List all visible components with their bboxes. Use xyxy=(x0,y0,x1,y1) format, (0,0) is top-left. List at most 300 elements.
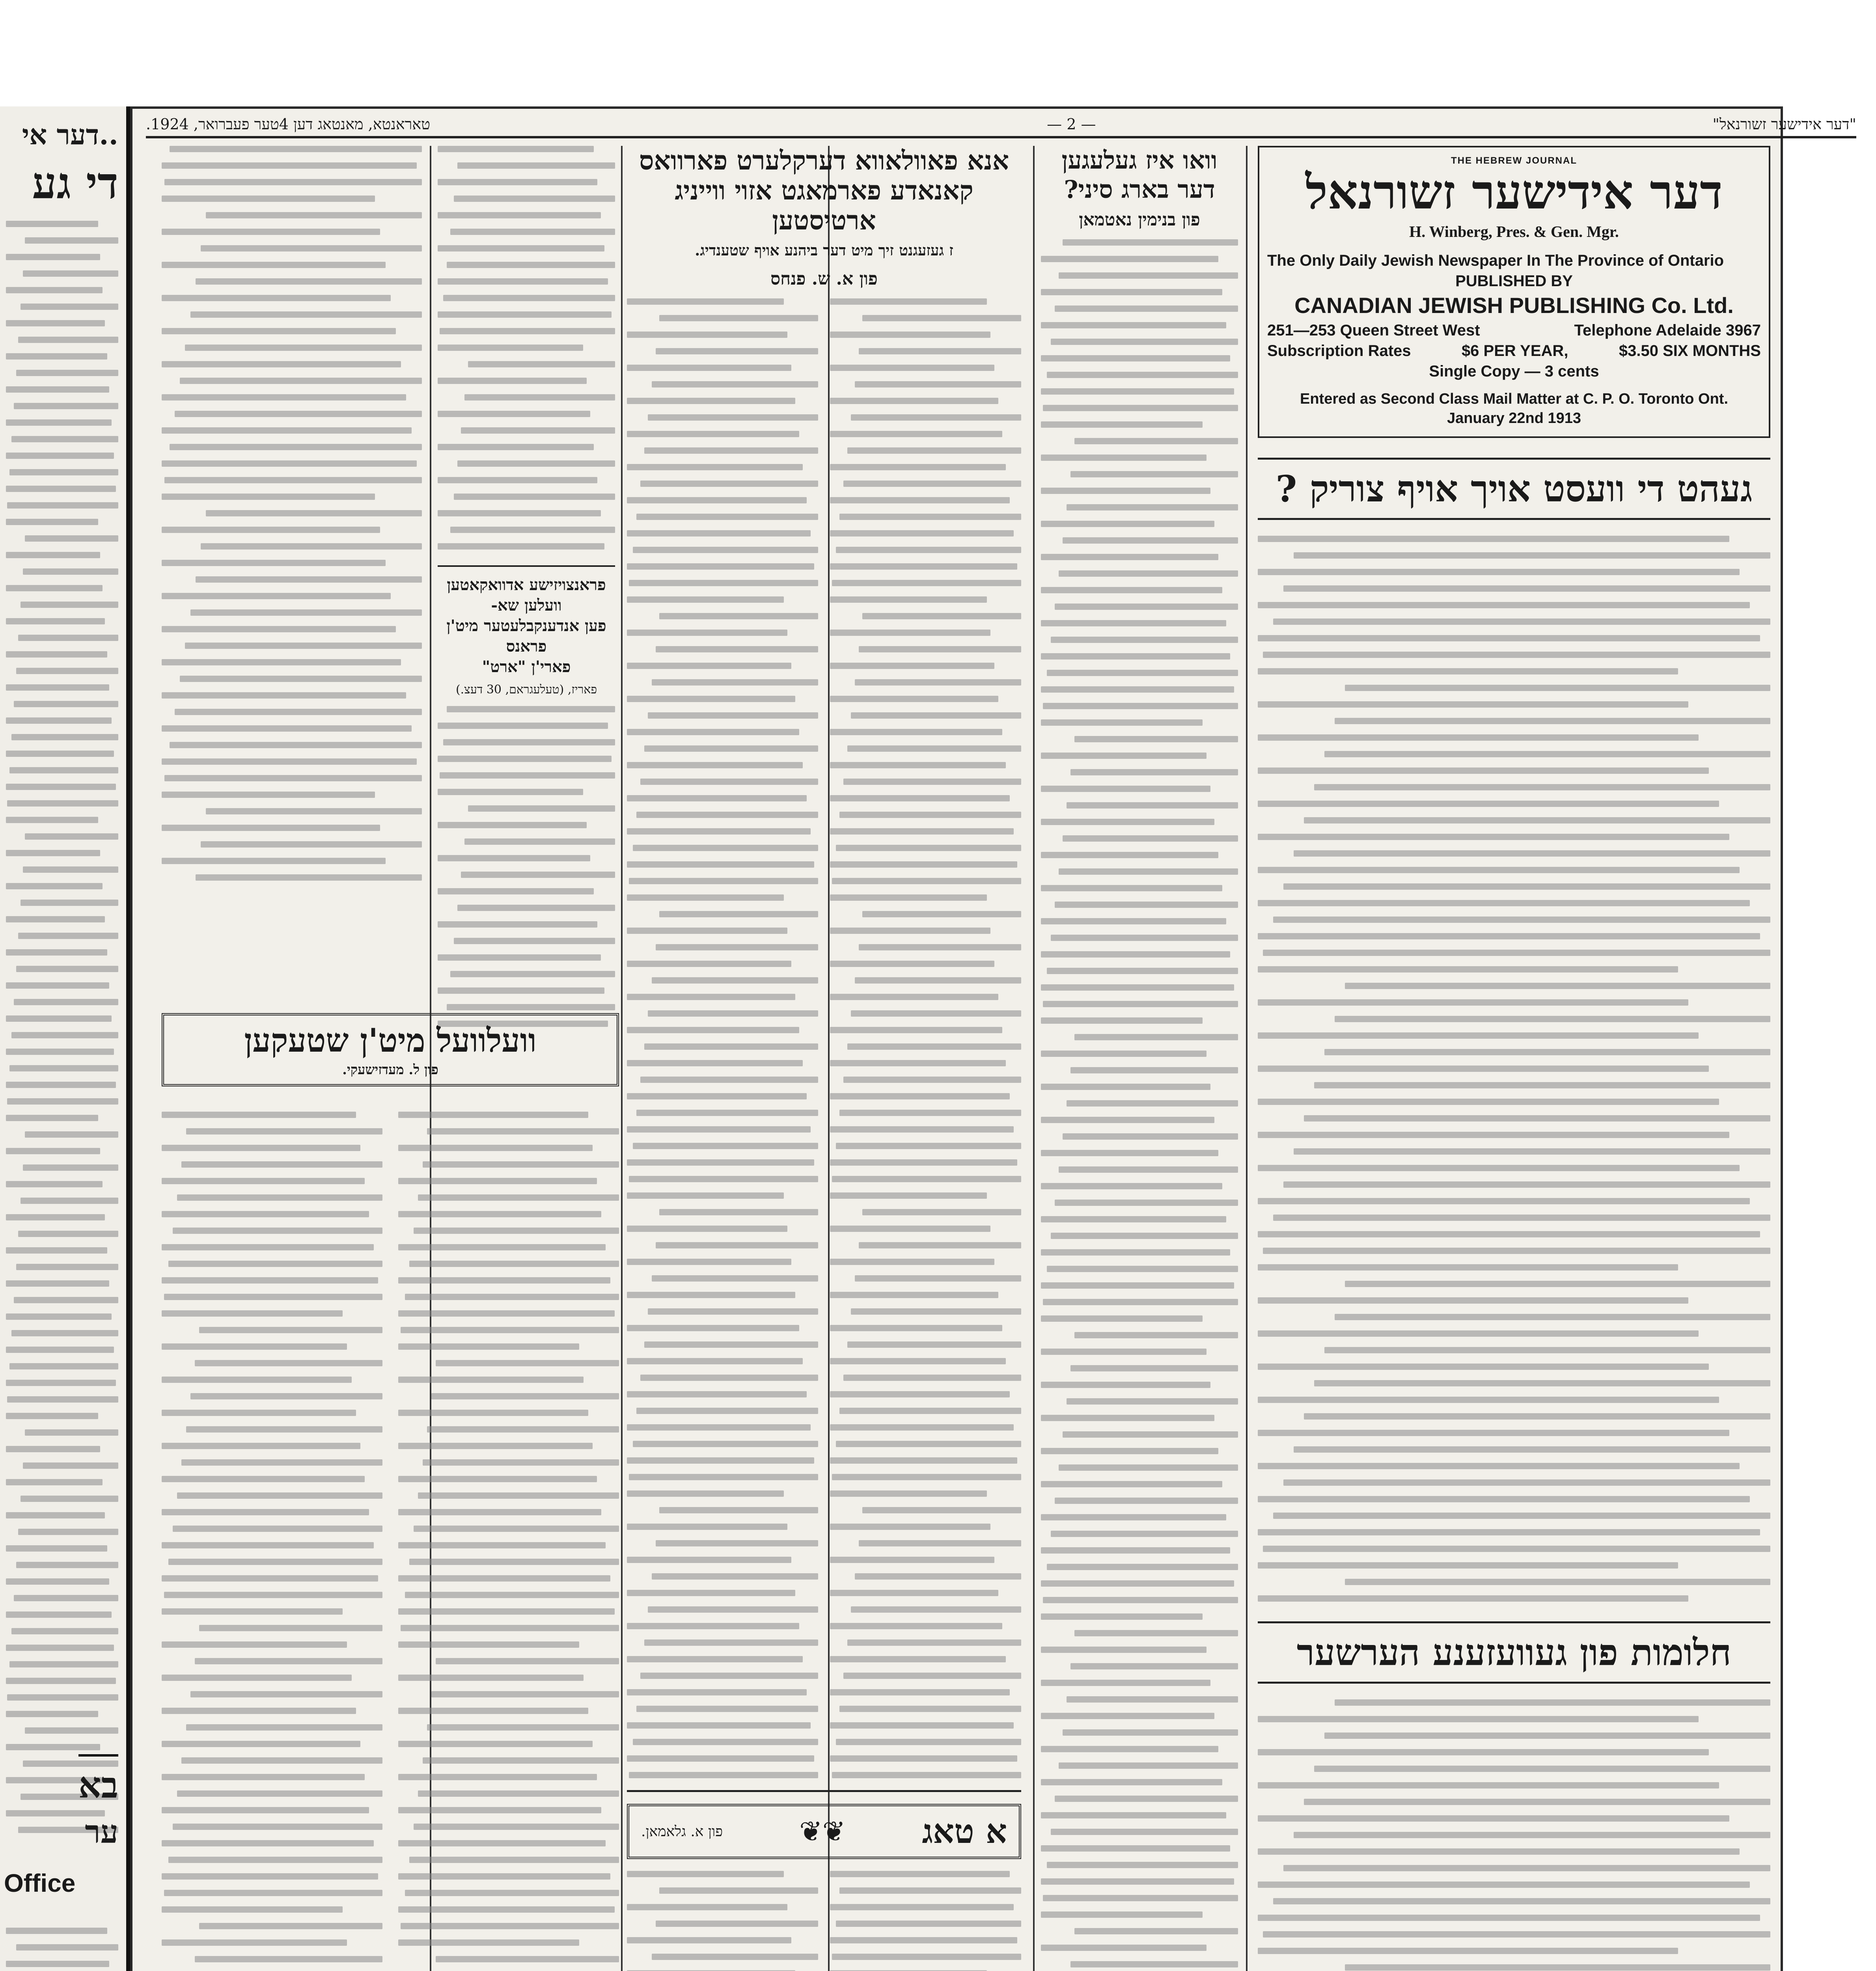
text-line xyxy=(1314,1766,1770,1772)
text-line xyxy=(461,427,615,434)
text-line xyxy=(855,679,1021,686)
text-line xyxy=(627,1656,803,1662)
text-line xyxy=(1041,1150,1218,1156)
text-line xyxy=(6,254,100,260)
text-line xyxy=(1294,1446,1770,1453)
text-line xyxy=(847,1639,1021,1646)
text-line xyxy=(1041,388,1234,395)
text-line xyxy=(405,1890,619,1896)
text-line xyxy=(7,1098,118,1105)
text-line xyxy=(23,866,118,873)
text-line xyxy=(457,162,615,169)
text-line xyxy=(830,1226,990,1232)
text-line xyxy=(6,1280,109,1287)
text-line xyxy=(181,1757,382,1764)
text-line xyxy=(862,1209,1021,1215)
text-line xyxy=(164,179,422,185)
text-line xyxy=(862,1507,1021,1513)
text-line xyxy=(464,394,615,401)
text-line xyxy=(652,1275,818,1282)
text-line xyxy=(627,1391,807,1397)
text-line xyxy=(1258,1815,1729,1822)
text-line xyxy=(468,805,615,812)
text-line xyxy=(1041,421,1203,428)
text-line xyxy=(162,394,406,401)
text-line xyxy=(1063,835,1238,842)
text-line xyxy=(180,676,422,682)
text-line xyxy=(438,311,612,318)
text-line xyxy=(633,845,818,851)
text-line xyxy=(1258,701,1688,708)
text-line xyxy=(629,1772,818,1778)
text-line xyxy=(851,1606,1021,1613)
masthead xyxy=(1258,146,1770,438)
text-line xyxy=(16,1562,118,1568)
text-line xyxy=(836,845,1021,851)
sinai-heading: וואו איז געלעגען דער בארג סיני? xyxy=(1061,146,1218,204)
text-line xyxy=(627,1590,795,1596)
text-line xyxy=(9,469,118,475)
text-line xyxy=(1067,1696,1238,1703)
text-line xyxy=(162,262,386,268)
text-line xyxy=(830,1524,990,1530)
text-line xyxy=(830,1192,987,1199)
text-line xyxy=(1043,1895,1238,1901)
text-line xyxy=(423,1161,619,1168)
text-line xyxy=(21,304,118,310)
text-line xyxy=(1043,405,1238,411)
text-line xyxy=(830,1325,1002,1331)
text-line xyxy=(409,1559,619,1565)
running-head-date: טאראנטא, מאנטאג דען 4טער פעברואר, 1924. xyxy=(146,115,431,133)
text-line xyxy=(830,1490,987,1497)
text-line xyxy=(830,1722,1014,1729)
text-line xyxy=(830,1259,994,1265)
text-line xyxy=(830,1292,998,1298)
text-line xyxy=(1055,902,1238,908)
text-line xyxy=(1047,968,1238,974)
text-line xyxy=(1273,1215,1770,1221)
text-line xyxy=(847,745,1021,752)
text-line xyxy=(656,646,818,652)
text-line xyxy=(196,874,422,881)
text-line xyxy=(6,1082,116,1088)
text-line xyxy=(1041,620,1226,626)
text-line xyxy=(6,1313,112,1320)
text-line xyxy=(1314,1082,1770,1088)
text-line xyxy=(627,1524,787,1530)
text-line xyxy=(14,1595,118,1601)
text-line xyxy=(398,1675,584,1681)
text-line xyxy=(1074,1630,1238,1636)
text-line xyxy=(830,1391,1010,1397)
text-line xyxy=(1258,1562,1678,1569)
text-line xyxy=(1258,1132,1729,1138)
text-line xyxy=(18,1231,118,1237)
text-line xyxy=(830,1656,1006,1662)
text-line xyxy=(1055,604,1238,610)
text-line xyxy=(401,1327,619,1333)
text-line xyxy=(636,1706,818,1712)
text-line xyxy=(162,1112,356,1118)
text-line xyxy=(1258,1749,1709,1755)
text-line xyxy=(656,944,818,950)
text-line xyxy=(14,403,118,409)
text-line xyxy=(1324,1733,1770,1739)
text-line xyxy=(398,1608,615,1615)
text-line xyxy=(398,1310,615,1317)
running-head-page-number: — 2 — xyxy=(1047,116,1096,133)
text-line xyxy=(629,1176,818,1182)
text-line xyxy=(859,944,1021,950)
text-line xyxy=(164,1890,382,1896)
text-line xyxy=(21,1198,118,1204)
text-line xyxy=(409,1261,619,1267)
text-line xyxy=(636,514,818,520)
text-line xyxy=(162,427,412,434)
text-line xyxy=(1345,685,1770,691)
text-line xyxy=(627,1904,787,1910)
text-line xyxy=(1258,1463,1740,1469)
text-line xyxy=(656,1242,818,1248)
text-line xyxy=(836,547,1021,553)
text-line xyxy=(1070,769,1238,775)
text-line xyxy=(438,822,587,828)
text-line xyxy=(6,1247,107,1254)
text-line xyxy=(1043,1299,1238,1305)
text-line xyxy=(1258,602,1750,608)
text-line xyxy=(16,668,118,674)
text-line xyxy=(1324,1347,1770,1353)
text-line xyxy=(196,576,422,583)
text-line xyxy=(1041,1183,1222,1189)
text-line xyxy=(1063,1431,1238,1438)
text-line xyxy=(438,987,604,994)
text-line xyxy=(1070,471,1238,477)
text-line xyxy=(162,692,406,699)
text-line xyxy=(1047,372,1238,378)
text-line xyxy=(1074,438,1238,444)
text-line xyxy=(162,1939,347,1946)
text-line xyxy=(1258,1595,1688,1602)
text-line xyxy=(830,1093,1010,1099)
pavlova-body xyxy=(627,298,1021,1778)
text-line xyxy=(162,1774,365,1780)
text-line xyxy=(162,527,380,533)
text-line xyxy=(438,855,590,861)
text-line xyxy=(199,1923,382,1929)
text-line xyxy=(652,1573,818,1580)
text-line xyxy=(1258,1716,1699,1722)
text-line xyxy=(839,1408,1021,1414)
text-line xyxy=(177,1790,382,1797)
text-line xyxy=(164,1592,382,1598)
text-line xyxy=(438,723,608,729)
text-line xyxy=(438,954,601,961)
text-line xyxy=(830,1126,1014,1133)
text-line xyxy=(644,447,818,454)
text-line xyxy=(1258,1330,1699,1337)
text-line xyxy=(170,742,422,748)
text-line xyxy=(162,328,396,334)
text-line xyxy=(168,1857,382,1863)
text-line xyxy=(627,696,795,702)
text-line xyxy=(21,1496,118,1502)
text-line xyxy=(1273,1898,1770,1904)
text-line xyxy=(25,237,118,244)
text-line xyxy=(1335,718,1770,724)
text-line xyxy=(414,1824,619,1830)
text-line xyxy=(206,212,422,218)
text-line xyxy=(6,817,98,823)
text-line xyxy=(1070,1067,1238,1073)
text-line xyxy=(186,1426,382,1433)
text-line xyxy=(859,1242,1021,1248)
text-line xyxy=(398,1741,593,1747)
text-line xyxy=(1273,618,1770,625)
text-line xyxy=(629,580,818,586)
text-line xyxy=(398,1906,615,1913)
text-line xyxy=(162,494,375,500)
text-line xyxy=(173,1824,382,1830)
text-line xyxy=(1345,983,1770,989)
text-line xyxy=(201,841,422,848)
text-line xyxy=(1258,668,1678,674)
text-line xyxy=(9,767,118,773)
pavlova-heading-3: ארטיסטען xyxy=(772,205,876,236)
text-line xyxy=(398,1774,597,1780)
text-line xyxy=(627,1424,811,1431)
pavlova-byline: פון א. ש. פנחס xyxy=(770,268,878,289)
text-line xyxy=(1067,504,1238,510)
text-line xyxy=(1041,1547,1230,1554)
french-body xyxy=(438,706,615,1027)
text-line xyxy=(162,825,380,831)
text-line xyxy=(830,497,1010,503)
strip-fragment-top: ..דער אי xyxy=(22,118,118,151)
text-line xyxy=(418,1194,619,1201)
text-line xyxy=(627,795,807,801)
text-line xyxy=(1258,867,1740,873)
text-line xyxy=(859,348,1021,354)
text-line xyxy=(190,311,422,318)
text-line xyxy=(862,911,1021,917)
text-line xyxy=(1041,1051,1207,1057)
text-line xyxy=(832,580,1021,586)
text-line xyxy=(1294,1148,1770,1155)
text-line xyxy=(6,784,116,790)
text-line xyxy=(6,1678,116,1684)
text-line xyxy=(6,1479,103,1485)
text-line xyxy=(1070,1365,1238,1371)
text-line xyxy=(6,1214,105,1220)
wolves-heading: וועלוועל מיט'ן שטעקען xyxy=(244,1022,537,1060)
text-line xyxy=(468,361,615,367)
text-line xyxy=(627,630,787,636)
column-sinai xyxy=(1041,146,1238,1971)
text-line xyxy=(648,1606,818,1613)
text-line xyxy=(847,447,1021,454)
text-line xyxy=(1041,852,1218,858)
text-line xyxy=(438,921,597,928)
text-line xyxy=(627,1490,784,1497)
text-line xyxy=(659,1507,818,1513)
text-line xyxy=(1074,1034,1238,1040)
text-line xyxy=(1041,1713,1214,1719)
text-line xyxy=(659,1209,818,1215)
text-line xyxy=(656,1540,818,1546)
text-line xyxy=(162,1277,378,1284)
text-line xyxy=(162,1145,360,1151)
text-line xyxy=(830,1904,1014,1910)
text-line xyxy=(1074,1332,1238,1338)
text-line xyxy=(836,1921,1021,1927)
text-line xyxy=(25,1727,118,1734)
text-line xyxy=(1263,950,1770,956)
text-line xyxy=(855,1275,1021,1282)
text-line xyxy=(830,1689,1010,1695)
text-line xyxy=(1258,933,1760,939)
text-line xyxy=(11,1032,118,1038)
text-line xyxy=(195,1658,382,1664)
text-line xyxy=(398,1211,601,1217)
text-line xyxy=(6,386,109,393)
text-line xyxy=(1074,1928,1238,1934)
text-line xyxy=(21,900,118,906)
text-line xyxy=(162,295,391,301)
text-line xyxy=(830,1358,1006,1364)
text-line xyxy=(162,1211,369,1217)
text-line xyxy=(1041,1315,1203,1322)
text-line xyxy=(162,1244,374,1250)
text-line xyxy=(627,1325,799,1331)
text-line xyxy=(181,1161,382,1168)
text-line xyxy=(627,464,803,470)
text-line xyxy=(627,1722,811,1729)
text-line xyxy=(1258,536,1729,542)
text-line xyxy=(454,938,615,944)
text-line xyxy=(1047,670,1238,676)
continued-text xyxy=(438,146,615,550)
text-line xyxy=(162,1343,347,1350)
text-line xyxy=(180,378,422,384)
text-line xyxy=(830,332,990,338)
masthead-six-months: $3.50 SIX MONTHS xyxy=(1619,342,1761,360)
text-line xyxy=(830,398,998,404)
text-line xyxy=(6,850,100,856)
text-line xyxy=(6,1545,107,1552)
text-line xyxy=(627,596,784,603)
sinai-body xyxy=(1041,239,1238,1971)
text-line xyxy=(438,411,590,417)
text-line xyxy=(1041,1481,1222,1487)
text-line xyxy=(162,1476,365,1482)
text-line xyxy=(454,196,615,202)
text-line xyxy=(1055,306,1238,312)
text-line xyxy=(1258,1430,1729,1436)
text-line xyxy=(450,971,615,977)
text-line xyxy=(196,278,422,285)
text-line xyxy=(1041,1382,1210,1388)
text-line xyxy=(1258,1782,1719,1788)
text-line xyxy=(627,530,811,537)
text-line xyxy=(438,345,583,351)
text-line xyxy=(1067,1398,1238,1405)
text-line xyxy=(457,905,615,911)
text-line xyxy=(438,212,601,218)
text-line xyxy=(659,1887,818,1894)
text-line xyxy=(6,684,109,691)
text-line xyxy=(185,345,422,351)
text-line xyxy=(436,1956,619,1962)
text-line xyxy=(843,1375,1021,1381)
text-line xyxy=(843,481,1021,487)
text-line xyxy=(464,838,615,845)
strip-fragment-heading: די גע xyxy=(32,158,118,209)
text-line xyxy=(627,729,799,735)
text-line xyxy=(640,481,818,487)
text-line xyxy=(7,1396,118,1403)
text-line xyxy=(633,547,818,553)
text-line xyxy=(6,1744,100,1750)
text-line xyxy=(398,1575,610,1582)
text-line xyxy=(201,245,422,251)
text-line xyxy=(633,1441,818,1447)
text-line xyxy=(1314,1380,1770,1386)
text-line xyxy=(659,613,818,619)
text-line xyxy=(164,775,422,781)
text-line xyxy=(1258,1032,1699,1039)
text-line xyxy=(627,563,814,570)
text-line xyxy=(1258,801,1719,807)
text-line xyxy=(1059,868,1238,875)
text-line xyxy=(162,460,417,467)
text-line xyxy=(438,378,587,384)
masthead-published-by: PUBLISHED BY xyxy=(1455,272,1573,290)
text-line xyxy=(168,1559,382,1565)
text-line xyxy=(1258,1066,1709,1072)
text-line xyxy=(25,1429,118,1436)
text-line xyxy=(454,494,615,500)
text-line xyxy=(175,411,422,417)
text-line xyxy=(440,772,615,779)
text-line xyxy=(1041,1117,1214,1123)
text-line xyxy=(418,1790,619,1797)
text-line xyxy=(398,1542,606,1548)
text-line xyxy=(1041,984,1234,991)
pavlova-heading-2: קאנאדע פארמאגט אזוי ווייניג xyxy=(675,175,973,206)
french-heading-1: פראנצויזישע אדוואקאטען וועלען שא- xyxy=(447,576,606,615)
text-line xyxy=(843,779,1021,785)
text-line xyxy=(25,833,118,840)
text-line xyxy=(1258,1397,1719,1403)
text-line xyxy=(830,994,998,1000)
text-line xyxy=(173,1228,382,1234)
text-line xyxy=(1041,1216,1226,1222)
text-line xyxy=(457,460,615,467)
text-line xyxy=(6,1015,112,1022)
text-line xyxy=(164,477,422,483)
wolves-byline: פון ל. מעדזישעקי. xyxy=(342,1062,438,1078)
text-line xyxy=(423,1459,619,1466)
text-line xyxy=(1055,1498,1238,1504)
text-line xyxy=(1258,1915,1760,1921)
text-line xyxy=(1041,786,1210,792)
running-head xyxy=(146,112,1856,138)
text-line xyxy=(206,808,422,814)
text-line xyxy=(1041,1514,1226,1520)
text-line xyxy=(859,646,1021,652)
